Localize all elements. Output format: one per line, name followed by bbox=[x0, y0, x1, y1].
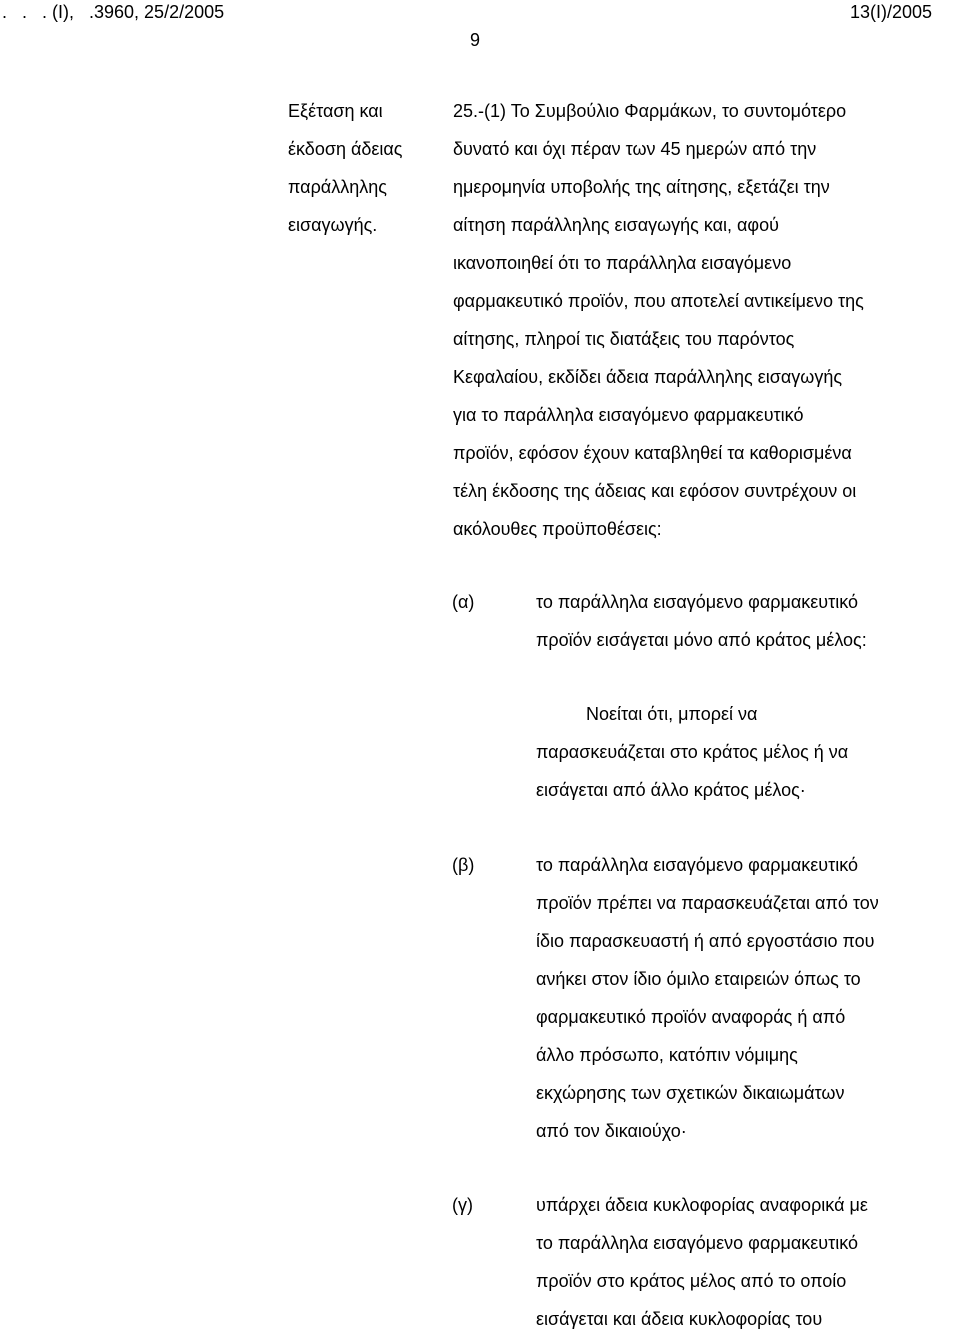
item-line: από τον δικαιούχο· bbox=[536, 1121, 687, 1141]
header-left: . . . (Ι), .3960, 25/2/2005 bbox=[2, 2, 225, 22]
item-line: άλλο πρόσωπο, κατόπιν νόμιμης bbox=[536, 1045, 798, 1065]
proviso-line: παρασκευάζεται στο κράτος μέλος ή να bbox=[536, 742, 849, 762]
item-line: προϊόν εισάγεται μόνο από κράτος μέλος: bbox=[536, 630, 867, 650]
paragraph-line: δυνατό και όχι πέραν των 45 ημερών από την bbox=[453, 139, 817, 159]
proviso-line: εισάγεται από άλλο κράτος μέλος· bbox=[536, 780, 806, 800]
paragraph-line: για το παράλληλα εισαγόμενο φαρμακευτικό bbox=[453, 405, 804, 425]
item-line: ανήκει στον ίδιο όμιλο εταιρειών όπως το bbox=[536, 969, 861, 989]
header-right: 13(Ι)/2005 bbox=[849, 2, 932, 22]
paragraph-line: Κεφαλαίου, εκδίδει άδεια παράλληλης εισαγωγής bbox=[453, 367, 843, 387]
item-line: ίδιο παρασκευαστή ή από εργοστάσιο που bbox=[536, 931, 875, 951]
paragraph-line: 25.-(1) Το Συμβούλιο Φαρμάκων, το συντομότερο bbox=[453, 101, 847, 121]
item-line: εκχώρησης των σχετικών δικαιωμάτων bbox=[536, 1083, 845, 1103]
item-label: (α) bbox=[452, 592, 475, 612]
paragraph-line: τέλη έκδοσης της άδειας και εφόσον συντρέχουν οι bbox=[453, 481, 857, 501]
proviso bbox=[536, 695, 848, 809]
margin-note-line: εισαγωγής. bbox=[288, 215, 378, 235]
item-line: προϊόν στο κράτος μέλος από το οποίο bbox=[536, 1271, 847, 1291]
margin-note-line: παράλληλης bbox=[288, 177, 387, 197]
paragraph-line: αίτηση παράλληλης εισαγωγής και, αφού bbox=[453, 215, 779, 235]
margin-note-line: Εξέταση και bbox=[288, 101, 383, 121]
item-line: προϊόν πρέπει να παρασκευάζεται από τον bbox=[536, 893, 879, 913]
proviso-line: Νοείται ότι, μπορεί να bbox=[586, 704, 758, 724]
item-line: εισάγεται και άδεια κυκλοφορίας του bbox=[536, 1309, 823, 1329]
margin-note bbox=[288, 92, 448, 244]
margin-note-line: έκδοση άδειας bbox=[288, 139, 403, 159]
item-line: το παράλληλα εισαγόμενο φαρμακευτικό bbox=[536, 855, 859, 875]
item-line: το παράλληλα εισαγόμενο φαρμακευτικό bbox=[536, 1233, 859, 1253]
paragraph-line: προϊόν, εφόσον έχουν καταβληθεί τα καθορισμένα bbox=[453, 443, 852, 463]
item-line: φαρμακευτικό προϊόν αναφοράς ή από bbox=[536, 1007, 846, 1027]
paragraph-line: φαρμακευτικό προϊόν, που αποτελεί αντικείμενο της bbox=[453, 291, 864, 311]
item-label: (β) bbox=[452, 855, 475, 875]
item-line: υπάρχει άδεια κυκλοφορίας αναφορικά με bbox=[536, 1195, 868, 1215]
item-line: το παράλληλα εισαγόμενο φαρμακευτικό bbox=[536, 592, 859, 612]
main-paragraph bbox=[453, 92, 864, 548]
item-label: (γ) bbox=[452, 1195, 473, 1215]
paragraph-line: αίτησης, πληροί τις διατάξεις του παρόντος bbox=[453, 329, 795, 349]
paragraph-line: ικανοποιηθεί ότι το παράλληλα εισαγόμενο bbox=[453, 253, 792, 273]
paragraph-line: ακόλουθες προϋποθέσεις: bbox=[453, 519, 662, 539]
page-number: 9 bbox=[470, 30, 481, 50]
paragraph-line: ημερομηνία υποβολής της αίτησης, εξετάζει την bbox=[453, 177, 830, 197]
